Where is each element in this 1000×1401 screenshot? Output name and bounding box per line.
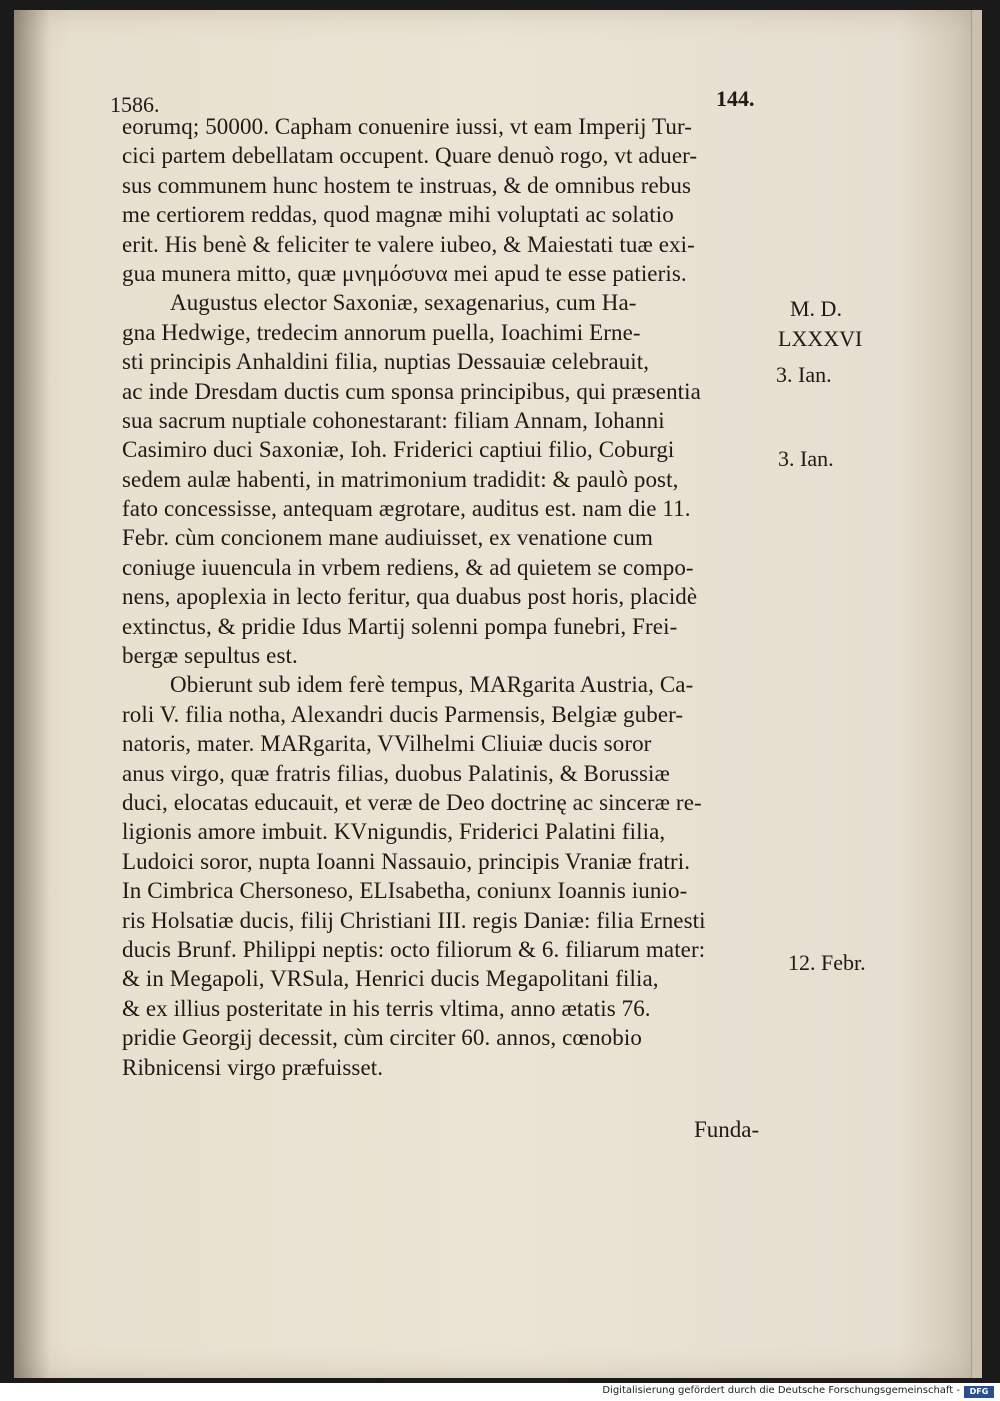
- text-line: ligionis amore imbuit. KVnigundis, Friderici Palatini filia,: [122, 819, 666, 845]
- text-line: bergæ sepultus est.: [122, 643, 298, 669]
- margin-note-year-numeral: LXXXVI: [778, 326, 863, 351]
- text-line: ris Holsatiæ ducis, filij Christiani III. regis Daniæ: filia Ernesti: [122, 907, 706, 933]
- text-line: eorumq; 50000. Capham conuenire iussi, vt eam Imperij Tur-: [122, 114, 693, 139]
- text-line: sti principis Anhaldini filia, nuptias Dessauiæ celebrauit,: [122, 349, 650, 375]
- text-line: pridie Georgij decessit, cùm circiter 60. annos, cœnobio: [122, 1025, 642, 1051]
- text-line: In Cimbrica Chersoneso, ELIsabetha, coniunx Ioannis iunio-: [122, 878, 688, 904]
- text-line: anus virgo, quæ fratris filias, duobus Palatinis, & Borussiæ: [122, 760, 670, 786]
- text-line: Febr. cùm concionem mane audiuisset, ex venatione cum: [122, 525, 653, 551]
- page-edge: [971, 10, 982, 1378]
- text-line: extinctus, & pridie Idus Martij solenni pompa funebri, Frei-: [122, 613, 678, 639]
- footer-bar: [0, 1383, 1000, 1401]
- text-line: sedem aulæ habenti, in matrimonium tradidit: & paulò post,: [122, 466, 679, 492]
- text-line: ac inde Dresdam ductis cum sponsa principibus, qui præsentia: [122, 378, 701, 404]
- dfg-logo-icon: DFG: [964, 1386, 994, 1398]
- margin-note-date: 3. Ian.: [778, 446, 834, 471]
- text-line: Ribnicensi virgo præfuisset.: [122, 1054, 384, 1080]
- catchword: Funda-: [694, 1117, 760, 1142]
- text-line: nens, apoplexia in lecto feritur, qua duabus post horis, placidè: [122, 584, 698, 610]
- text-line: Obierunt sub idem ferè tempus, MARgarita Austria, Ca-: [170, 672, 694, 698]
- margin-note-date: 3. Ian.: [776, 362, 832, 387]
- text-line: erit. His benè & feliciter te valere iubeo, & Maiestati tuæ exi-: [122, 231, 695, 257]
- text-line: cici partem debellatam occupent. Quare denuò rogo, vt aduer-: [122, 143, 698, 169]
- text-line: Casimiro duci Saxoniæ, Ioh. Friderici captiui filio, Coburgi: [122, 437, 675, 463]
- folio-number: 144.: [716, 86, 755, 111]
- text-line: sus communem hunc hostem te instruas, & de omnibus rebus: [122, 172, 692, 198]
- year-header: 1586.: [110, 92, 160, 117]
- funding-credit: Digitalisierung gefördert durch die Deutsche Forschungsgemeinschaft -: [602, 1385, 960, 1396]
- body-text: [122, 112, 772, 1082]
- text-line: gua munera mitto, quæ μνημόσυνα mei apud te esse patieris.: [122, 260, 687, 286]
- margin-note-year: M. D.: [790, 296, 842, 321]
- text-line: Augustus elector Saxoniæ, sexagenarius, cum Ha-: [170, 290, 637, 316]
- text-line: coniuge iuuencula in vrbem rediens, & ad quietem se compo-: [122, 554, 694, 580]
- text-line: natoris, mater. MARgarita, VVilhelmi Cliuiæ ducis soror: [122, 731, 652, 757]
- text-line: fato concessisse, antequam ægrotare, auditus est. nam die 11.: [122, 496, 691, 522]
- text-line: & in Megapoli, VRSula, Henrici ducis Megapolitani filia,: [122, 966, 659, 992]
- text-line: me certiorem reddas, quod magnæ mihi voluptati ac solatio: [122, 202, 674, 228]
- text-line: duci, elocatas educauit, et veræ de Deo doctrinę ac sinceræ re-: [122, 789, 702, 815]
- margin-note-date: 12. Febr.: [788, 950, 866, 975]
- text-line: & ex illius posteritate in his terris vltima, anno ætatis 76.: [122, 995, 651, 1021]
- gutter-shadow: [14, 10, 50, 1378]
- text-line: sua sacrum nuptiale cohonestarant: filiam Annam, Iohanni: [122, 407, 665, 433]
- text-line: ducis Brunf. Philippi neptis: octo filiorum & 6. filiarum mater:: [122, 936, 706, 962]
- text-line: roli V. filia notha, Alexandri ducis Parmensis, Belgiæ guber-: [122, 701, 684, 727]
- text-line: gna Hedwige, tredecim annorum puella, Ioachimi Erne-: [122, 319, 641, 345]
- text-line: Ludoici soror, nupta Ioanni Nassauio, principis Vraniæ fratri.: [122, 848, 691, 874]
